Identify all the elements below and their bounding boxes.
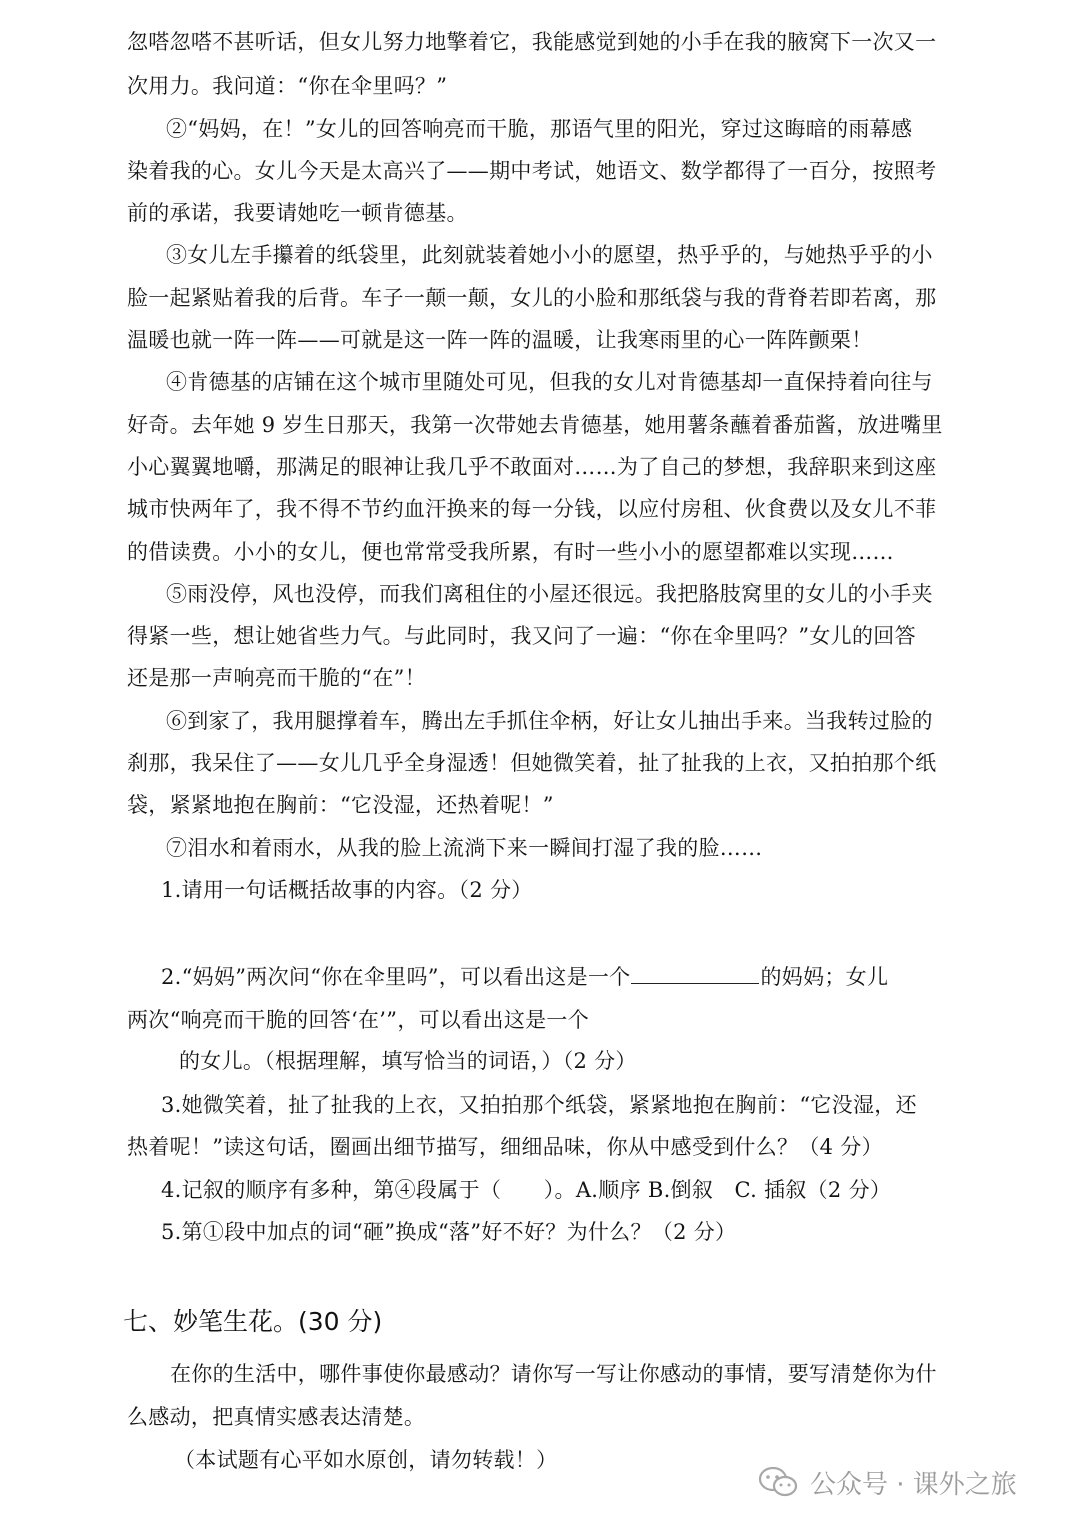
paragraph-6-line-3: 袋，紧紧地抱在胸前：“它没湿，还热着呢！” [127, 793, 554, 817]
question-2-line-1 [161, 963, 888, 991]
paragraph-7-line-1: ⑦泪水和着雨水，从我的脸上流淌下来一瞬间打湿了我的脸…… [166, 836, 763, 860]
section-7-prompt-line-2: 么感动，把真情实感表达清楚。 [127, 1405, 426, 1429]
paragraph-4-line-1: ④肯德基的店铺在这个城市里随处可见，但我的女儿对肯德基却一直保持着向往与 [166, 370, 933, 394]
paragraph-2-line-3: 前的承诺，我要请她吃一顿肯德基。 [127, 201, 468, 225]
paragraph-3-line-3: 温暖也就一阵一阵——可就是这一阵一阵的温暖，让我寒雨里的心一阵阵颤栗！ [127, 328, 873, 352]
watermark-text: 公众号 · 课外之旅 [810, 1469, 1017, 1500]
answer-blank[interactable] [631, 965, 759, 984]
paragraph-4-line-5: 的借读费。小小的女儿，便也常常受我所累，有时一些小小的愿望都难以实现…… [127, 540, 894, 564]
section-7-note: （本试题有心平如水原创，请勿转载！） [174, 1448, 558, 1472]
question-3-line-1: 3.她微笑着，扯了扯我的上衣，又拍拍那个纸袋，紧紧地抱在胸前：“它没湿，还 [161, 1093, 917, 1117]
paragraph-4-line-2: 好奇。去年她 9 岁生日那天，我第一次带她去肯德基，她用薯条蘸着番茄酱，放进嘴里 [127, 413, 943, 437]
wechat-icon [758, 1465, 798, 1499]
question-2-text-b: 的妈妈；女儿 [760, 965, 889, 989]
paragraph-6-line-1: ⑥到家了，我用腿撑着车，腾出左手抓住伞柄，好让女儿抽出手来。当我转过脸的 [166, 709, 933, 733]
paragraph-3-line-2: 脸一起紧贴着我的后背。车子一颠一颠，女儿的小脸和那纸袋与我的背脊若即若离，那 [127, 286, 937, 310]
wechat-watermark [758, 1460, 1017, 1504]
paragraph-5-line-3: 还是那一声响亮而干脆的“在”！ [127, 666, 426, 690]
question-1: 1.请用一句话概括故事的内容。（2 分） [161, 878, 533, 902]
question-2-line-3: 的女儿。（根据理解，填写恰当的词语，）（2 分） [179, 1049, 637, 1073]
question-3-line-2: 热着呢！”读这句话，圈画出细节描写，细细品味，你从中感受到什么？（4 分） [127, 1135, 883, 1159]
section-7-title: 七、妙笔生花。(30 分) [123, 1307, 383, 1336]
question-4: 4.记叙的顺序有多种，第④段属于（ ）。A.顺序 B.倒叙 C. 插叙（2 分） [161, 1178, 892, 1202]
paragraph-4-line-3: 小心翼翼地嚼，那满足的眼神让我几乎不敢面对……为了自己的梦想，我辞职来到这座 [127, 455, 937, 479]
question-5: 5.第①段中加点的词“砸”换成“落”好不好？为什么？（2 分） [161, 1220, 737, 1244]
paragraph-5-line-2: 得紧一些，想让她省些力气。与此同时，我又问了一遍：“你在伞里吗？”女儿的回答 [127, 624, 916, 648]
paragraph-5-line-1: ⑤雨没停，风也没停，而我们离租住的小屋还很远。我把胳肢窝里的女儿的小手夹 [166, 582, 933, 606]
passage-line-2: 次用力。我问道：“你在伞里吗？” [127, 74, 448, 98]
passage-line-1: 忽嗒忽嗒不甚听话，但女儿努力地擎着它，我能感觉到她的小手在我的腋窝下一次又一 [127, 30, 937, 54]
question-2-line-2: 两次“响亮而干脆的回答‘在’”，可以看出这是一个 [127, 1008, 590, 1032]
paragraph-4-line-4: 城市快两年了，我不得不节约血汗换来的每一分钱，以应付房租、伙食费以及女儿不菲 [127, 497, 937, 521]
question-2-text-a: 2.“妈妈”两次问“你在伞里吗”，可以看出这是一个 [161, 965, 631, 989]
paragraph-2-line-1: ②“妈妈，在！”女儿的回答响亮而干脆，那语气里的阳光，穿过这晦暗的雨幕感 [166, 117, 913, 141]
paragraph-2-line-2: 染着我的心。女儿今天是太高兴了——期中考试，她语文、数学都得了一百分，按照考 [127, 159, 937, 183]
section-7-prompt-line-1: 在你的生活中，哪件事使你最感动？请你写一写让你感动的事情，要写清楚你为什 [170, 1362, 937, 1386]
paragraph-6-line-2: 刹那，我呆住了——女儿几乎全身湿透！但她微笑着，扯了扯我的上衣，又拍拍那个纸 [127, 751, 937, 775]
paragraph-3-line-1: ③女儿左手攥着的纸袋里，此刻就装着她小小的愿望，热乎乎的，与她热乎乎的小 [166, 243, 933, 267]
